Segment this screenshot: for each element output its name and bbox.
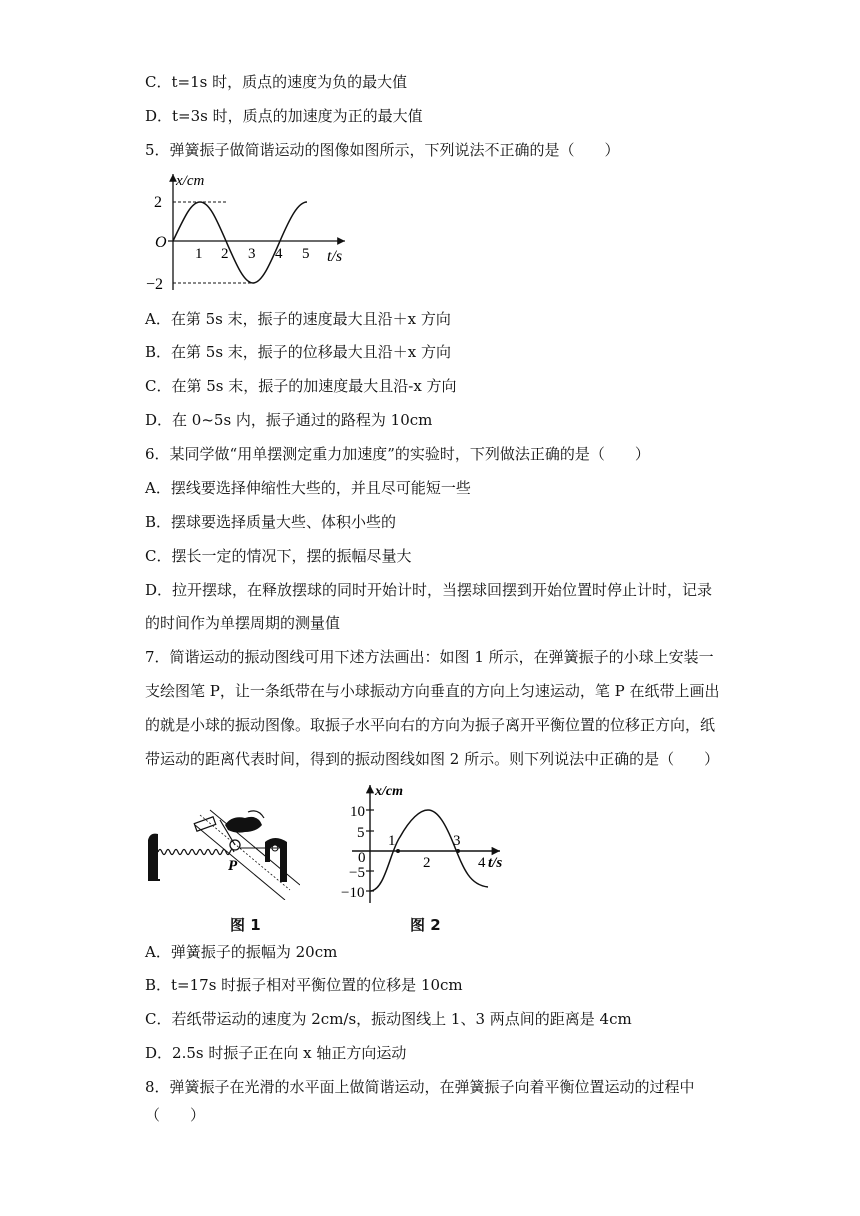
q5-option-d: D．在 0~5s 内，振子通过的路程为 10cm	[145, 411, 433, 429]
question-7-line3: 的就是小球的振动图像。取振子水平向右的方向为振子离开平衡位置的位移正方向，纸	[145, 716, 716, 734]
q6-option-d-line2: 的时间作为单摆周期的测量值	[145, 614, 341, 632]
option-c-prev: C．t=1s 时，质点的速度为负的最大值	[145, 73, 408, 91]
y-axis-label: x/cm	[176, 173, 205, 189]
roller-stand	[265, 838, 287, 882]
x-tick-1: 1	[195, 246, 203, 262]
y-tick-10: 10	[350, 804, 365, 820]
x-axis-label: t/s	[327, 248, 343, 265]
y-tick-neg5: −5	[349, 865, 365, 881]
figure-2-graph	[330, 775, 520, 905]
y-axis-label: x/cm	[375, 784, 403, 799]
y-tick-neg2: −2	[146, 276, 164, 293]
q7-option-a: A．弹簧振子的振幅为 20cm	[145, 943, 338, 961]
q6-option-c: C．摆长一定的情况下，摆的振幅尽量大	[145, 547, 412, 565]
sine-curve	[173, 202, 307, 283]
pen-label: P	[228, 858, 238, 874]
q7-option-b: B．t=17s 时振子相对平衡位置的位移是 10cm	[145, 976, 463, 994]
q5-displacement-graph	[140, 168, 360, 298]
q6-option-d-line1: D．拉开摆球，在释放摆球的同时开始计时，当摆球回摆到开始位置时停止计时，记录	[145, 581, 713, 599]
wall	[148, 834, 158, 880]
figure-2-caption: 图 2	[410, 916, 441, 934]
figure-1-caption: 图 1	[230, 916, 261, 934]
question-6: 6．某同学做“用单摆测定重力加速度”的实验时，下列做法正确的是（ ）	[145, 445, 650, 463]
x-tick-3: 3	[248, 246, 256, 262]
x-tick-2: 2	[423, 855, 431, 871]
q7-option-c: C．若纸带运动的速度为 2cm/s，振动图线上 1、3 两点间的距离是 4cm	[145, 1010, 632, 1028]
q5-option-a: A．在第 5s 末，振子的速度最大且沿＋x 方向	[145, 310, 451, 328]
origin-label: O	[155, 234, 167, 251]
option-d-prev: D．t=3s 时，质点的加速度为正的最大值	[145, 107, 423, 125]
question-5: 5．弹簧振子做简谐运动的图像如图所示，下列说法不正确的是（ ）	[145, 141, 620, 159]
paper-tape-edge	[195, 825, 285, 900]
point-label-3: 3	[453, 833, 461, 849]
question-7-line2: 支绘图笔 P，让一条纸带在与小球振动方向垂直的方向上匀速运动，笔 P 在纸带上画出	[145, 682, 720, 700]
point-label-1: 1	[388, 833, 396, 849]
question-8-line2: （ ）	[145, 1106, 206, 1124]
y-tick-neg10: −10	[341, 885, 365, 901]
y-tick-5: 5	[357, 825, 365, 841]
x-tick-5: 5	[302, 246, 310, 262]
x-tick-2: 2	[221, 246, 229, 262]
x-tick-4: 4	[478, 855, 486, 871]
question-7-line4: 带运动的距离代表时间，得到的振动图线如图 2 所示。则下列说法中正确的是（ ）	[145, 750, 720, 768]
y-tick-2: 2	[154, 194, 162, 211]
q6-option-b: B．摆球要选择质量大些、体积小些的	[145, 513, 397, 531]
question-7-line1: 7．简谐运动的振动图线可用下述方法画出：如图 1 所示，在弹簧振子的小球上安装一	[145, 648, 714, 666]
q6-option-a: A．摆线要选择伸缩性大些的，并且尽可能短一些	[145, 479, 471, 497]
figure-1-apparatus	[140, 790, 300, 900]
x-tick-4: 4	[275, 246, 283, 262]
x-axis-label: t/s	[488, 855, 503, 871]
question-8-line1: 8．弹簧振子在光滑的水平面上做简谐运动，在弹簧振子向着平衡位置运动的过程中	[145, 1078, 695, 1096]
spring	[158, 850, 234, 855]
q7-option-d: D．2.5s 时振子正在向 x 轴正方向运动	[145, 1044, 407, 1062]
origin-label: 0	[358, 850, 366, 866]
hand	[225, 817, 262, 833]
q5-option-b: B．在第 5s 末，振子的位移最大且沿＋x 方向	[145, 343, 452, 361]
q5-option-c: C．在第 5s 末，振子的加速度最大且沿-x 方向	[145, 377, 457, 395]
